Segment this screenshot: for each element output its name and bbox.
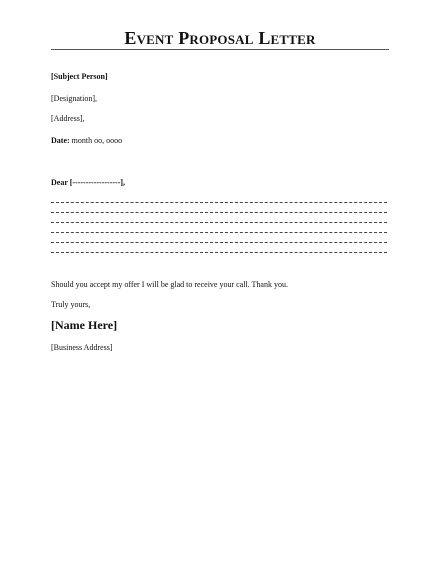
page-title: Event Proposal Letter [124,28,316,48]
body-placeholder-line [51,232,387,233]
closing-sentence: Should you accept my offer I will be glad to receive your call. Thank you. [51,280,288,289]
date-value: month oo, oooo [69,136,123,145]
greeting: Dear [------------------], [51,178,126,187]
date-line [51,135,122,146]
body-placeholder-line [51,222,387,223]
date-label: Date: [51,136,70,145]
business-address: [Business Address] [51,343,113,352]
designation: [Designation], [51,94,97,103]
body-placeholder-line [51,242,387,243]
body-placeholder-line [51,252,387,253]
sender-name: [Name Here] [51,318,118,332]
body-placeholder-line [51,202,387,203]
address: [Address], [51,114,85,123]
title-underline [51,49,389,50]
subject-person: [Subject Person] [51,72,108,81]
valediction: Truly yours, [51,300,91,309]
body-placeholder-line [51,212,387,213]
